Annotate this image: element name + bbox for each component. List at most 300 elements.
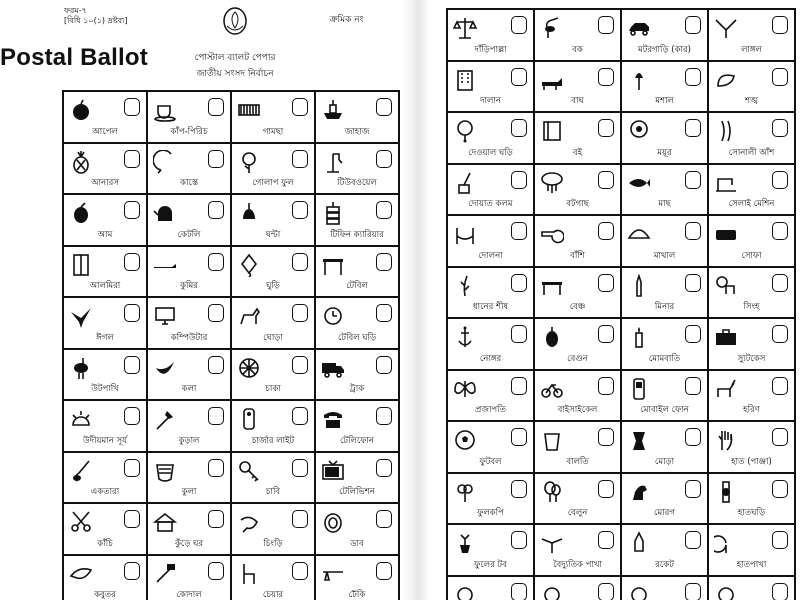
symbol-cell <box>148 453 232 505</box>
vote-checkbox[interactable] <box>292 98 308 116</box>
bucket-icon <box>540 428 564 452</box>
vote-checkbox[interactable] <box>376 98 392 116</box>
deer-icon <box>714 377 738 401</box>
telephone-icon <box>321 407 345 431</box>
vote-checkbox[interactable] <box>598 171 614 189</box>
symbol-cell <box>448 268 535 320</box>
symbol-cell <box>622 371 709 423</box>
symbol-label: হরিণ <box>743 405 760 415</box>
conch-icon <box>714 68 738 92</box>
symbol-cell <box>709 371 796 423</box>
vote-checkbox[interactable] <box>772 428 788 446</box>
symbol-cell <box>316 350 400 402</box>
vote-checkbox[interactable] <box>124 510 140 528</box>
symbol-cell <box>64 195 148 247</box>
symbol-cell <box>148 195 232 247</box>
symbol-label: মটরগাড়ি (কার) <box>638 44 691 55</box>
symbol-cell <box>316 401 400 453</box>
sofa-icon <box>714 222 738 246</box>
vote-checkbox[interactable] <box>124 562 140 580</box>
vote-checkbox[interactable] <box>772 119 788 137</box>
plough-icon <box>714 16 738 40</box>
vote-checkbox[interactable] <box>292 459 308 477</box>
bell-icon <box>237 201 261 225</box>
symbol-label: টিফিন ক্যারিয়ার <box>330 229 384 240</box>
symbol-label: ঘোড়া <box>263 332 283 343</box>
symbol-label: স্যুটকেস <box>737 353 766 364</box>
symbol-label: ঘন্টা <box>265 229 281 240</box>
symbol-cell <box>448 10 535 62</box>
symbol-cell <box>535 113 622 165</box>
symbol-label: টেলিফোন <box>339 435 374 446</box>
heron-icon <box>540 16 564 40</box>
symbol-label: ঈগল <box>96 332 114 343</box>
crocodile-icon <box>153 253 177 277</box>
television-icon <box>321 459 345 483</box>
symbol-label: সোনালী আঁশ <box>728 147 775 158</box>
vote-checkbox[interactable] <box>772 16 788 34</box>
vote-checkbox[interactable] <box>124 459 140 477</box>
vote-checkbox[interactable] <box>685 119 701 137</box>
symbol-cell <box>316 247 400 299</box>
jute-icon <box>714 119 738 143</box>
building-icon <box>453 68 477 92</box>
candle-icon <box>627 325 651 349</box>
vote-checkbox[interactable] <box>376 253 392 271</box>
symbol-cell <box>148 298 232 350</box>
vote-checkbox[interactable] <box>685 68 701 86</box>
symbol-cell <box>622 10 709 62</box>
vote-checkbox[interactable] <box>511 531 527 549</box>
symbol-label: লাঙ্গল <box>741 44 762 55</box>
banyan-tree-icon <box>540 171 564 195</box>
vote-checkbox[interactable] <box>772 68 788 86</box>
symbol-label: বেঞ্চ <box>569 302 586 312</box>
symbol-cell <box>622 62 709 114</box>
vote-checkbox[interactable] <box>598 222 614 240</box>
symbol-label: ফুটবল <box>479 456 502 467</box>
symbol-label: ধানের শীষ <box>472 302 509 312</box>
sickle-icon <box>153 150 177 174</box>
scissors-icon <box>69 510 93 534</box>
vote-checkbox[interactable] <box>772 274 788 292</box>
stool-icon <box>627 428 651 452</box>
ballot-header-subtitle: জাতীয় সংসদ নির্বাচন <box>196 69 274 79</box>
symbol-label: ফুলের টব <box>474 559 507 570</box>
vote-checkbox[interactable] <box>598 583 614 600</box>
symbol-cell <box>622 319 709 371</box>
wristwatch-icon <box>714 480 738 504</box>
vote-checkbox[interactable] <box>208 150 224 168</box>
dheki-icon <box>321 562 345 586</box>
symbol-cell <box>316 144 400 196</box>
table-clock-icon <box>321 304 345 328</box>
form-number: ফরম-৭ <box>64 6 87 15</box>
peacock-icon <box>627 119 651 143</box>
rocket-icon <box>627 531 651 555</box>
vote-checkbox[interactable] <box>124 356 140 374</box>
symbol-label: বাঘ <box>571 96 584 106</box>
horse-icon <box>237 304 261 328</box>
vote-checkbox[interactable] <box>292 407 308 425</box>
symbol-cell <box>448 319 535 371</box>
vote-checkbox[interactable] <box>124 201 140 219</box>
vote-checkbox[interactable] <box>685 325 701 343</box>
pineapple-icon <box>69 150 93 174</box>
sewing-machine-icon <box>714 171 738 195</box>
hut-icon <box>153 510 177 534</box>
eggplant-icon <box>540 325 564 349</box>
vote-checkbox[interactable] <box>376 459 392 477</box>
symbol-cell <box>232 401 316 453</box>
symbol-label: বাঁশি <box>570 250 585 261</box>
vote-checkbox[interactable] <box>208 98 224 116</box>
book-icon <box>540 119 564 143</box>
paddy-sheaf-icon <box>453 274 477 298</box>
ship-icon <box>321 98 345 122</box>
symbol-cell <box>535 319 622 371</box>
vote-checkbox[interactable] <box>772 531 788 549</box>
vote-checkbox[interactable] <box>685 531 701 549</box>
symbol-cell <box>148 350 232 402</box>
symbol-label: মোড়া <box>654 456 675 467</box>
vote-checkbox[interactable] <box>208 510 224 528</box>
symbol-cell <box>709 268 796 320</box>
dove-icon <box>69 562 93 586</box>
vote-checkbox[interactable] <box>772 480 788 498</box>
symbol-cell <box>535 10 622 62</box>
symbol-label: ঘুড়ি <box>266 281 280 291</box>
car-icon <box>627 16 651 40</box>
vote-checkbox[interactable] <box>511 16 527 34</box>
vote-checkbox[interactable] <box>511 480 527 498</box>
symbol-cell <box>148 144 232 196</box>
vote-checkbox[interactable] <box>772 583 788 600</box>
symbol-cell <box>232 453 316 505</box>
vote-checkbox[interactable] <box>685 16 701 34</box>
symbol-cell <box>709 474 796 526</box>
symbol-cell <box>709 165 796 217</box>
whistle-icon <box>540 222 564 246</box>
symbol-label: উদীয়মান সূর্য <box>83 435 127 446</box>
symbol-cell <box>64 298 148 350</box>
symbol-label: সিংহ <box>743 302 760 312</box>
symbol-cell <box>709 113 796 165</box>
ceiling-fan-icon <box>540 531 564 555</box>
symbol-label: চাকা <box>265 384 281 394</box>
vote-checkbox[interactable] <box>208 201 224 219</box>
vote-checkbox[interactable] <box>598 531 614 549</box>
symbol-label: কুমির <box>180 281 198 291</box>
symbol-cell <box>232 195 316 247</box>
symbol-label: মোমবাতি <box>648 353 681 364</box>
symbol-label: হাতপাখা <box>736 559 767 570</box>
unknown-icon <box>627 583 651 600</box>
symbol-cell <box>622 525 709 577</box>
banana-icon <box>153 356 177 380</box>
symbol-label: আম <box>97 229 113 240</box>
flower-pot-icon <box>453 531 477 555</box>
vote-checkbox[interactable] <box>124 304 140 322</box>
vote-checkbox[interactable] <box>208 253 224 271</box>
symbol-label: নোঙ্গর <box>479 353 502 364</box>
vote-checkbox[interactable] <box>124 150 140 168</box>
symbol-cell <box>709 62 796 114</box>
symbol-cell <box>64 144 148 196</box>
symbol-label: বৈদ্যুতিক পাখা <box>553 559 602 570</box>
vote-checkbox[interactable] <box>598 325 614 343</box>
symbol-label: টেবিল ঘড়ি <box>337 332 377 343</box>
chair-icon <box>237 562 261 586</box>
symbol-cell <box>622 577 709 600</box>
symbol-cell <box>448 62 535 114</box>
minaret-icon <box>627 274 651 298</box>
vote-checkbox[interactable] <box>208 304 224 322</box>
symbol-label: বক <box>572 44 583 55</box>
symbol-label: মাছ <box>658 199 671 209</box>
balloon-icon <box>540 480 564 504</box>
symbol-cell <box>64 401 148 453</box>
vote-checkbox[interactable] <box>376 304 392 322</box>
mango-icon <box>69 201 93 225</box>
cup-saucer-icon <box>153 98 177 122</box>
symbol-label: দাঁড়িপাল্লা <box>474 44 507 55</box>
vote-checkbox[interactable] <box>511 119 527 137</box>
page-gutter <box>400 0 430 600</box>
coconut-icon <box>321 510 345 534</box>
right-page <box>430 0 800 600</box>
vote-checkbox[interactable] <box>208 356 224 374</box>
symbol-label: কুঁড়ে ঘর <box>174 538 204 549</box>
symbol-cell <box>316 453 400 505</box>
symbol-cell <box>148 401 232 453</box>
vote-checkbox[interactable] <box>511 428 527 446</box>
symbol-label: কম্পিউটার <box>170 332 208 343</box>
ink-pen-icon <box>453 171 477 195</box>
vote-checkbox[interactable] <box>292 150 308 168</box>
vote-checkbox[interactable] <box>376 201 392 219</box>
symbol-grid-left <box>62 90 400 600</box>
symbol-label: টেলিভিশন <box>339 487 375 497</box>
symbol-label: কেটলি <box>177 229 201 240</box>
symbol-label: উটপাখি <box>91 384 119 394</box>
vote-checkbox[interactable] <box>376 407 392 425</box>
symbol-label: ফুলকপি <box>477 508 504 518</box>
symbol-label: মিনার <box>654 302 675 312</box>
symbol-label: জাহাজ <box>344 126 370 137</box>
vote-checkbox[interactable] <box>598 428 614 446</box>
vote-checkbox[interactable] <box>292 304 308 322</box>
vote-checkbox[interactable] <box>598 119 614 137</box>
symbol-cell <box>316 195 400 247</box>
vote-checkbox[interactable] <box>376 562 392 580</box>
torch-icon <box>627 68 651 92</box>
symbol-cell <box>709 577 796 600</box>
eagle-icon <box>69 304 93 328</box>
rule-reference: [বিধি ১০(১) দ্রষ্টব্য] <box>64 16 128 25</box>
symbol-label: আনারস <box>91 178 119 188</box>
bench-icon <box>540 274 564 298</box>
bicycle-icon <box>540 377 564 401</box>
vote-checkbox[interactable] <box>685 222 701 240</box>
symbol-cell <box>535 371 622 423</box>
symbol-label: বেলুন <box>567 508 588 518</box>
vote-checkbox[interactable] <box>598 16 614 34</box>
symbol-label: কাস্তে <box>180 178 198 188</box>
vote-checkbox[interactable] <box>292 253 308 271</box>
symbol-label: ময়ূর <box>657 147 672 158</box>
vote-checkbox[interactable] <box>511 171 527 189</box>
vote-checkbox[interactable] <box>376 356 392 374</box>
vote-checkbox[interactable] <box>685 274 701 292</box>
vote-checkbox[interactable] <box>772 171 788 189</box>
scales-icon <box>453 16 477 40</box>
unknown-icon <box>714 583 738 600</box>
vote-checkbox[interactable] <box>292 201 308 219</box>
vote-checkbox[interactable] <box>376 150 392 168</box>
butterfly-icon <box>453 377 477 401</box>
vote-checkbox[interactable] <box>685 377 701 395</box>
symbol-cell <box>448 525 535 577</box>
symbol-label: চেয়ার <box>262 590 284 600</box>
symbol-cell <box>622 165 709 217</box>
axe-icon <box>153 407 177 431</box>
symbol-cell <box>316 504 400 556</box>
vote-checkbox[interactable] <box>772 222 788 240</box>
vote-checkbox[interactable] <box>685 583 701 600</box>
symbol-label: শঙ্খ <box>744 96 759 106</box>
winnowing-fan-icon <box>153 459 177 483</box>
vote-checkbox[interactable] <box>124 407 140 425</box>
symbol-label: হাতঘড়ি <box>737 508 766 518</box>
symbol-cell <box>232 92 316 144</box>
vote-checkbox[interactable] <box>292 510 308 528</box>
vote-checkbox[interactable] <box>685 480 701 498</box>
vote-checkbox[interactable] <box>292 356 308 374</box>
symbol-cell <box>232 350 316 402</box>
symbol-cell <box>622 422 709 474</box>
ballot-header-title: পোস্টাল ব্যালট পেপার <box>194 53 276 63</box>
symbol-grid-right <box>446 8 796 600</box>
symbol-label: আপেল <box>92 126 118 137</box>
cauliflower-icon <box>453 480 477 504</box>
symbol-cell <box>622 113 709 165</box>
symbol-label: চিংড়ি <box>263 538 283 549</box>
symbol-cell <box>148 556 232 600</box>
truck-icon <box>321 356 345 380</box>
symbol-label: টেবিল <box>346 281 368 291</box>
vote-checkbox[interactable] <box>772 325 788 343</box>
vote-checkbox[interactable] <box>124 253 140 271</box>
symbol-cell <box>622 474 709 526</box>
vote-checkbox[interactable] <box>208 562 224 580</box>
symbol-cell <box>64 92 148 144</box>
vote-checkbox[interactable] <box>511 377 527 395</box>
hand-icon <box>714 428 738 452</box>
symbol-cell <box>535 577 622 600</box>
vote-checkbox[interactable] <box>376 510 392 528</box>
symbol-label: টিউবওয়েল <box>337 178 377 188</box>
vote-checkbox[interactable] <box>208 407 224 425</box>
symbol-label: চাবি <box>265 487 281 497</box>
vote-checkbox[interactable] <box>124 98 140 116</box>
symbol-cell <box>622 268 709 320</box>
symbol-cell <box>448 113 535 165</box>
anchor-icon <box>453 325 477 349</box>
vote-checkbox[interactable] <box>772 377 788 395</box>
symbol-cell <box>64 504 148 556</box>
ektara-icon <box>69 459 93 483</box>
symbol-label: কোদাল <box>176 590 202 600</box>
vote-checkbox[interactable] <box>685 171 701 189</box>
symbol-label: গোলাপ ফুল <box>252 178 294 188</box>
cradle-icon <box>453 222 477 246</box>
wall-clock-icon <box>453 119 477 143</box>
symbol-cell <box>535 165 622 217</box>
vote-checkbox[interactable] <box>598 68 614 86</box>
symbol-label: দেওয়াল ঘড়ি <box>468 147 513 158</box>
rose-icon <box>237 150 261 174</box>
symbol-cell <box>535 422 622 474</box>
symbol-cell <box>709 525 796 577</box>
vote-checkbox[interactable] <box>511 222 527 240</box>
symbol-cell <box>448 577 535 600</box>
vote-checkbox[interactable] <box>598 480 614 498</box>
symbol-label: গামছা <box>262 126 284 137</box>
kettle-icon <box>153 201 177 225</box>
serial-number-label: ক্রমিক নং <box>330 15 364 25</box>
spade-icon <box>153 562 177 586</box>
vote-checkbox[interactable] <box>685 428 701 446</box>
symbol-label: বটগাছ <box>566 199 589 209</box>
vote-checkbox[interactable] <box>598 377 614 395</box>
symbol-label: প্রজাপতি <box>475 405 506 415</box>
symbol-label: হাত (পাঞ্জা) <box>731 456 772 467</box>
vote-checkbox[interactable] <box>511 325 527 343</box>
vote-checkbox[interactable] <box>208 459 224 477</box>
symbol-label: দোলনা <box>478 250 503 261</box>
symbol-cell <box>64 556 148 600</box>
symbol-label: ট্রাক <box>349 384 365 394</box>
tiffin-carrier-icon <box>321 201 345 225</box>
lion-icon <box>714 274 738 298</box>
symbol-label: কাঁচি <box>97 538 113 549</box>
symbol-label: ডাব <box>350 538 364 549</box>
symbol-label: কুড়াল <box>178 435 200 446</box>
symbol-label: বই <box>572 147 583 158</box>
symbol-cell <box>148 92 232 144</box>
vote-checkbox[interactable] <box>511 68 527 86</box>
shrimp-icon <box>237 510 261 534</box>
unknown-icon <box>540 583 564 600</box>
symbol-label: দালান <box>480 96 501 106</box>
symbol-cell <box>316 298 400 350</box>
vote-checkbox[interactable] <box>598 274 614 292</box>
vote-checkbox[interactable] <box>511 583 527 600</box>
vote-checkbox[interactable] <box>511 274 527 292</box>
symbol-cell <box>448 216 535 268</box>
hand-fan-icon <box>714 531 738 555</box>
wheel-icon <box>237 356 261 380</box>
symbol-label: মোবাইল ফোন <box>640 405 689 415</box>
symbol-label: মশাল <box>655 96 674 106</box>
symbol-label: কুলা <box>181 487 197 497</box>
mobile-phone-icon <box>627 377 651 401</box>
symbol-cell <box>448 371 535 423</box>
tiger-icon <box>540 68 564 92</box>
government-emblem-icon <box>222 6 248 36</box>
vote-checkbox[interactable] <box>292 562 308 580</box>
